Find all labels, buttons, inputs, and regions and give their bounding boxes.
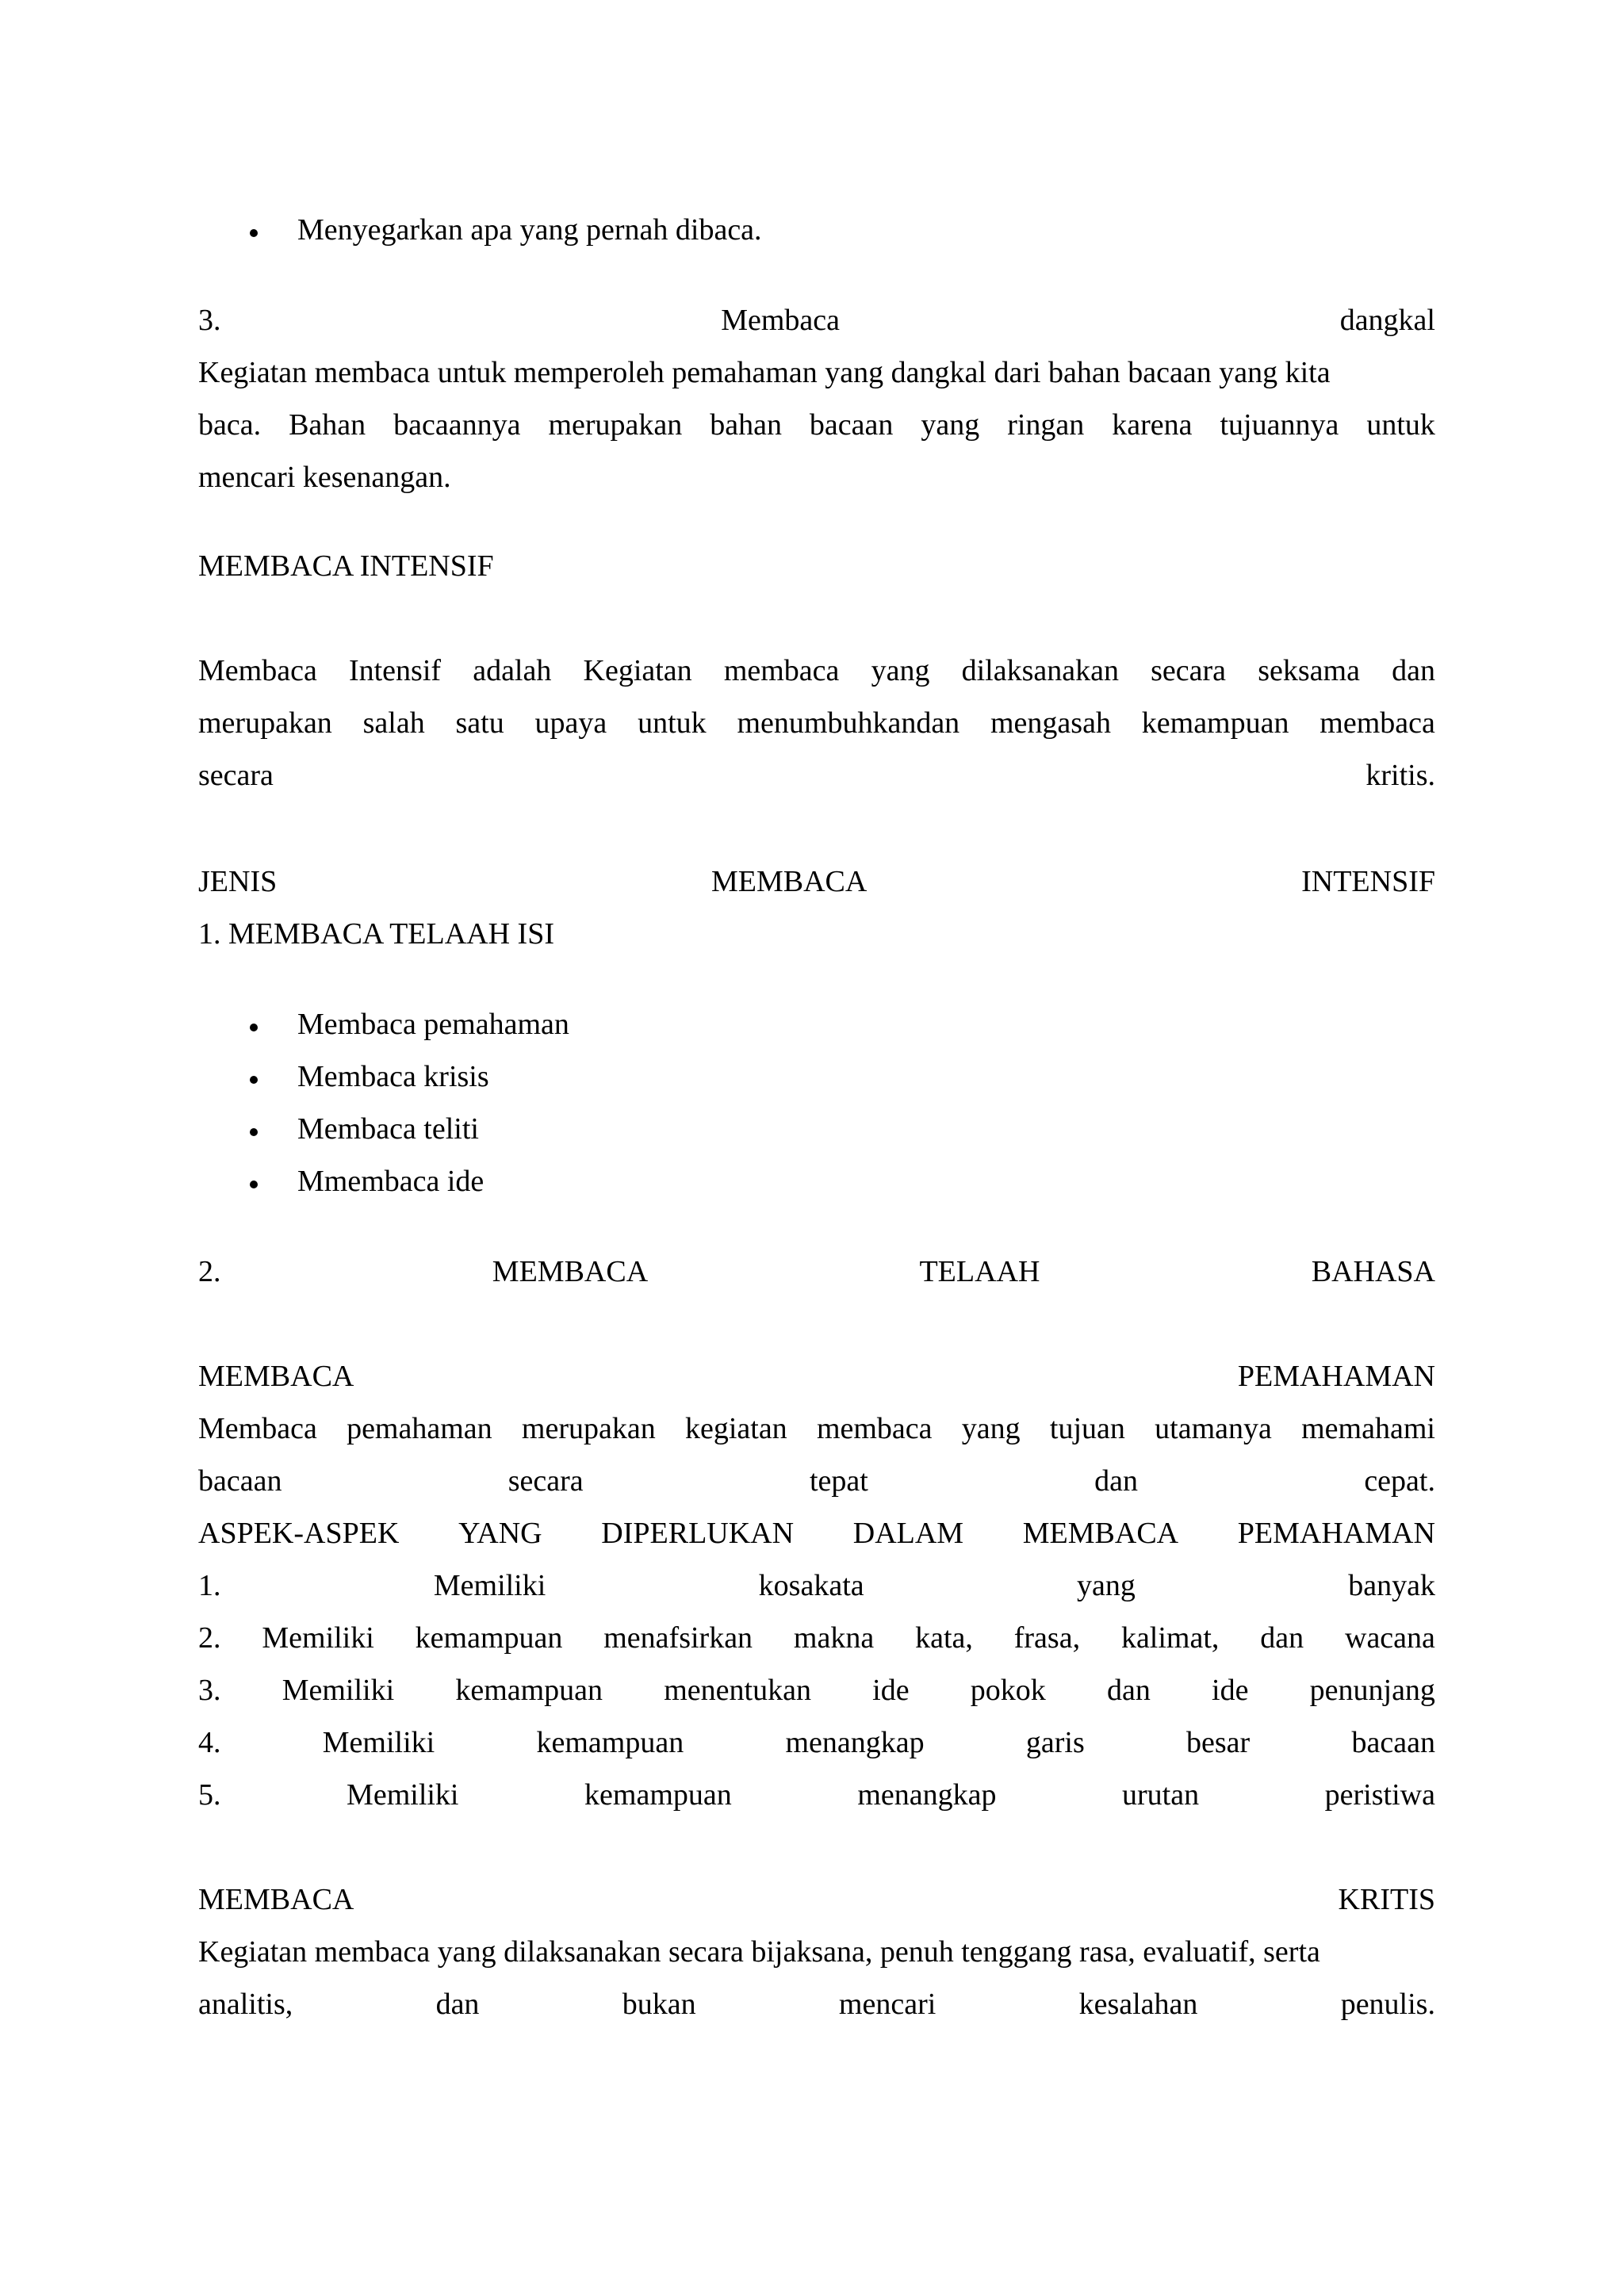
word: menangkap	[857, 1778, 997, 1812]
section3-line1: Kegiatan membaca untuk memperoleh pemahaman yang dangkal dari bahan bacaan yang kita	[198, 356, 1331, 389]
word: MEMBACA	[1022, 1517, 1179, 1550]
word: baca.	[198, 408, 262, 442]
word: wacana	[1345, 1621, 1435, 1655]
word: Bahan	[289, 408, 366, 442]
word: 2.	[198, 1621, 221, 1655]
word: kemampuan	[415, 1621, 563, 1655]
word: YANG	[458, 1517, 542, 1550]
word: membaca	[723, 654, 840, 687]
word: 2.	[198, 1255, 221, 1288]
word: yang	[961, 1412, 1021, 1445]
word: penunjang	[1309, 1674, 1435, 1707]
word: secara	[1151, 654, 1227, 687]
bullet-dot	[250, 1076, 258, 1084]
jenis-item: Membaca krisis	[297, 1060, 489, 1093]
word: dan	[1094, 1464, 1139, 1498]
bullet-dot	[250, 229, 258, 237]
word: MEMBACA	[198, 1360, 354, 1393]
word: dan	[435, 1988, 480, 2021]
word: pemahaman	[347, 1412, 492, 1445]
jenis-heading	[198, 864, 1435, 899]
section3-line2	[198, 408, 1435, 442]
word: KRITIS	[1338, 1883, 1435, 1916]
kritis-line2	[198, 1987, 1435, 2022]
word: banyak	[1348, 1569, 1435, 1602]
word: 5.	[198, 1778, 221, 1812]
word: JENIS	[198, 865, 278, 898]
word: bacaan	[1351, 1726, 1435, 1759]
word: menentukan	[664, 1674, 811, 1707]
word: peristiwa	[1324, 1778, 1435, 1812]
word: merupakan	[198, 706, 332, 740]
word: TELAAH	[919, 1255, 1040, 1288]
word: 3.	[198, 304, 221, 337]
aspek-item	[198, 1621, 1435, 1655]
word: Kegiatan	[583, 654, 692, 687]
bullet-dot	[250, 1128, 258, 1136]
section3-heading	[198, 303, 1435, 338]
word: 3.	[198, 1674, 221, 1707]
pemahaman-line1	[198, 1411, 1435, 1446]
word: untuk	[638, 706, 707, 740]
word: PEMAHAMAN	[1237, 1517, 1435, 1550]
word: seksama	[1258, 654, 1360, 687]
word: MEMBACA	[198, 1883, 354, 1916]
word: kata,	[915, 1621, 973, 1655]
word: kemampuan	[584, 1778, 732, 1812]
word: ide	[872, 1674, 910, 1707]
word: Memiliki	[433, 1569, 546, 1602]
word: dan	[1106, 1674, 1151, 1707]
word: analitis,	[198, 1988, 293, 2021]
intensif-line2	[198, 706, 1435, 740]
word: kosakata	[758, 1569, 864, 1602]
word: kemampuan	[455, 1674, 603, 1707]
word: MEMBACA	[492, 1255, 649, 1288]
word: utamanya	[1155, 1412, 1272, 1445]
word: BAHASA	[1311, 1255, 1435, 1288]
bullet-dot	[250, 1024, 258, 1031]
intensif-title: MEMBACA INTENSIF	[198, 549, 494, 583]
word: satu	[455, 706, 504, 740]
word: MEMBACA	[710, 865, 868, 898]
word: bukan	[622, 1988, 696, 2021]
word: menumbuhkandan	[737, 706, 960, 740]
jenis-item: Membaca teliti	[297, 1112, 479, 1146]
word: 4.	[198, 1726, 221, 1759]
word: PEMAHAMAN	[1237, 1360, 1435, 1393]
word: kritis.	[1365, 759, 1435, 792]
word: urutan	[1122, 1778, 1200, 1812]
aspek-heading	[198, 1516, 1435, 1551]
word: Memiliki	[282, 1674, 395, 1707]
word: salah	[362, 706, 425, 740]
word: tujuannya	[1220, 408, 1339, 442]
word: Intensif	[348, 654, 442, 687]
word: untuk	[1366, 408, 1435, 442]
word: penulis.	[1340, 1988, 1435, 2021]
word: DALAM	[852, 1517, 964, 1550]
word: mencari	[838, 1988, 936, 2021]
word: karena	[1112, 408, 1193, 442]
word: Membaca	[721, 304, 840, 337]
jenis-sub1: 1. MEMBACA TELAAH ISI	[198, 917, 554, 951]
word: besar	[1186, 1726, 1251, 1759]
word: tujuan	[1049, 1412, 1125, 1445]
aspek-item	[198, 1568, 1435, 1603]
word: yang	[1076, 1569, 1136, 1602]
word: dangkal	[1339, 304, 1435, 337]
jenis-item: Mmembaca ide	[297, 1165, 485, 1198]
word: Membaca	[198, 654, 317, 687]
word: tepat	[809, 1464, 868, 1498]
word: dilaksanakan	[961, 654, 1119, 687]
word: kemampuan	[1141, 706, 1289, 740]
aspek-item	[198, 1777, 1435, 1812]
bullet-text: Menyegarkan apa yang pernah dibaca.	[297, 213, 762, 247]
word: memahami	[1301, 1412, 1435, 1445]
word: Memiliki	[322, 1726, 435, 1759]
word: Memiliki	[347, 1778, 459, 1812]
word: DIPERLUKAN	[601, 1517, 795, 1550]
pemahaman-line2	[198, 1464, 1435, 1498]
word: bacaannya	[393, 408, 521, 442]
word: kemampuan	[536, 1726, 684, 1759]
word: merupakan	[521, 1412, 656, 1445]
pemahaman-heading	[198, 1359, 1435, 1394]
intensif-line3	[198, 758, 1435, 793]
word: upaya	[534, 706, 607, 740]
kritis-heading	[198, 1882, 1435, 1917]
word: secara	[508, 1464, 584, 1498]
word: ide	[1212, 1674, 1249, 1707]
word: yang	[871, 654, 930, 687]
intensif-line1	[198, 653, 1435, 688]
kritis-line1: Kegiatan membaca yang dilaksanakan secara bijaksana, penuh tenggang rasa, evaluatif, serta	[198, 1935, 1320, 1969]
word: menangkap	[785, 1726, 925, 1759]
word: membaca	[1320, 706, 1435, 740]
word: adalah	[473, 654, 552, 687]
word: 1.	[198, 1569, 221, 1602]
word: pokok	[970, 1674, 1046, 1707]
word: frasa,	[1013, 1621, 1081, 1655]
word: makna	[793, 1621, 875, 1655]
word: Memiliki	[262, 1621, 374, 1655]
word: dan	[1392, 654, 1435, 687]
word: kegiatan	[684, 1412, 787, 1445]
word: garis	[1025, 1726, 1085, 1759]
word: bacaan	[198, 1464, 282, 1498]
word: membaca	[816, 1412, 933, 1445]
word: secara	[198, 759, 274, 792]
word: bahan	[710, 408, 782, 442]
word: menafsirkan	[603, 1621, 753, 1655]
jenis-item: Membaca pemahaman	[297, 1008, 569, 1041]
word: yang	[921, 408, 980, 442]
word: Membaca	[198, 1412, 317, 1445]
word: dan	[1260, 1621, 1304, 1655]
word: bacaan	[809, 408, 894, 442]
word: merupakan	[548, 408, 683, 442]
word: ringan	[1007, 408, 1085, 442]
section3-line3: mencari kesenangan.	[198, 461, 451, 494]
word: ASPEK-ASPEK	[198, 1517, 400, 1550]
aspek-item	[198, 1673, 1435, 1708]
word: INTENSIF	[1301, 865, 1435, 898]
bullet-dot	[250, 1181, 258, 1188]
word: mengasah	[990, 706, 1111, 740]
aspek-item	[198, 1725, 1435, 1760]
word: cepat.	[1364, 1464, 1435, 1498]
jenis-sub2	[198, 1254, 1435, 1289]
word: kalimat,	[1120, 1621, 1220, 1655]
word: kesalahan	[1078, 1988, 1198, 2021]
